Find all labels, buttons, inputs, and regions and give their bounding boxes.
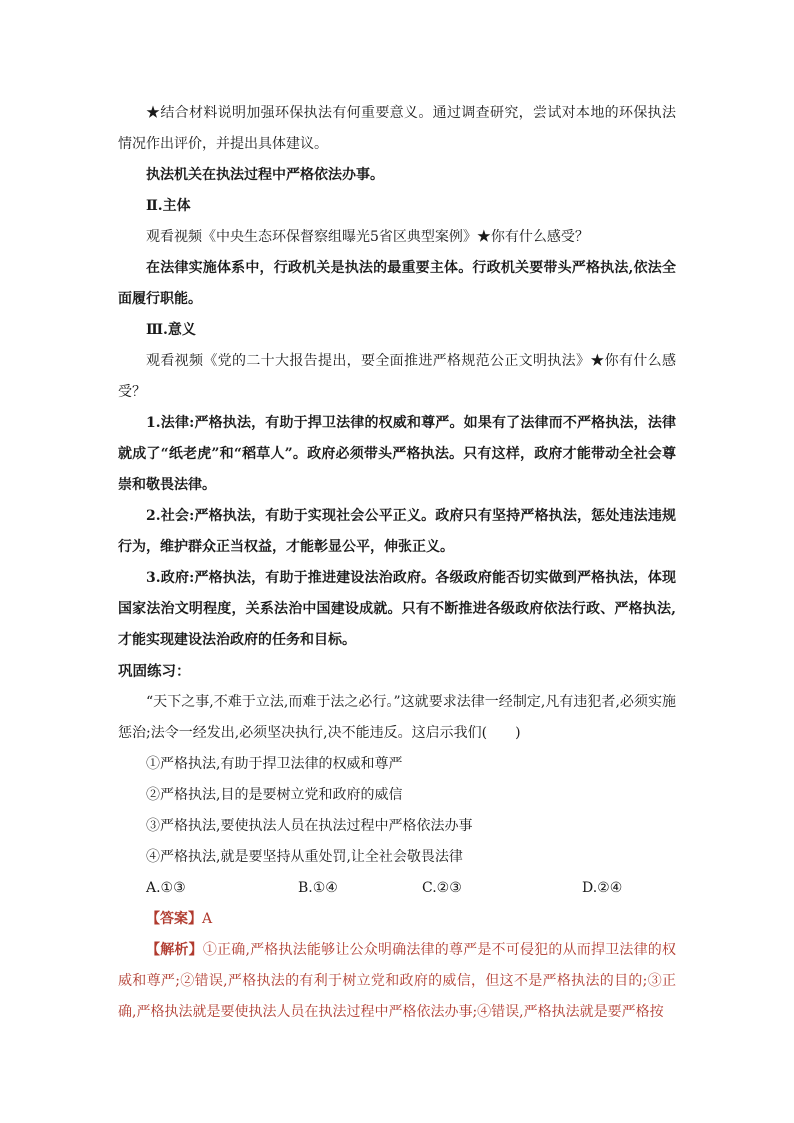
answer-line <box>118 904 676 935</box>
answer-choices <box>118 873 676 904</box>
practice-title: 巩固练习： <box>118 663 191 680</box>
option-item: ②严格执法,目的是要树立党和政府的威信 <box>146 787 403 803</box>
paragraph-law-enforcement: 执法机关在执法过程中严格依法办事。 <box>146 167 384 183</box>
paragraph-video-2: 观看视频《党的二十大报告提出，要全面推进严格规范公正文明执法》★你有什么感受？ <box>118 353 676 400</box>
choice-d: D.②④ <box>582 880 623 896</box>
choice-b: B.①④ <box>298 880 338 896</box>
answer-value: A <box>202 911 213 927</box>
paragraph-video-1: 观看视频《中央生态环保督察组曝光5省区典型案例》★你有什么感受？ <box>146 229 589 245</box>
paragraph-law: 1.法律:严格执法，有助于捍卫法律的权威和尊严。如果有了法律而不严格执法，法律就成了“纸老虎”和“稻草人”。政府必须带头严格执法。只有这样，政府才能带动全社会尊崇和敬畏法律。 <box>118 415 676 493</box>
choice-c: C.②③ <box>422 880 462 896</box>
choice-a: A.①③ <box>146 880 186 896</box>
section-title-significance: Ⅲ.意义 <box>146 322 196 338</box>
analysis-paragraph <box>118 935 676 1028</box>
option-item: ④严格执法,就是要坚持从重处罚,让全社会敬畏法律 <box>146 849 463 865</box>
option-item: ③严格执法,要使执法人员在执法过程中严格依法办事 <box>146 818 473 834</box>
section-title-subject: Ⅱ.主体 <box>146 198 191 214</box>
analysis-label: 【解析】 <box>146 942 203 958</box>
document-page <box>118 98 676 1028</box>
paragraph-government: 3.政府:严格执法，有助于推进建设法治政府。各级政府能否切实做到严格执法，体现国家法治文明程度，关系法治中国建设成就。只有不断推进各级政府依法行政、严格执法,才能实现建设法治政府的任务和目标。 <box>118 570 676 648</box>
answer-label: 【答案】 <box>146 911 202 927</box>
paragraph-task: ★结合材料说明加强环保执法有何重要意义。通过调查研究，尝试对本地的环保执法情况作出评价，并提出具体建议。 <box>118 105 676 152</box>
analysis-text: ①正确,严格执法能够让公众明确法律的尊严是不可侵犯的从而捍卫法律的权威和尊严;②错误,严格执法的有利于树立党和政府的威信，但这不是严格执法的目的;③正确,严格执法就是要使执法人员在执法过程中严格依法办事;④错误,严格执法就是要严格按 <box>118 942 677 1020</box>
paragraph-subject: 在法律实施体系中，行政机关是执法的最重要主体。行政机关要带头严格执法,依法全面履行职能。 <box>118 260 676 307</box>
paragraph-society: 2.社会:严格执法，有助于实现社会公平正义。政府只有坚持严格执法，惩处违法违规行为，维护群众正当权益，才能彰显公平，伸张正义。 <box>118 508 676 555</box>
question-stem: “天下之事,不难于立法,而难于法之必行。”这就要求法律一经制定,凡有违犯者,必须实施惩治;法令一经发出,必须坚决执行,决不能违反。这启示我们( ) <box>118 694 676 741</box>
option-item: ①严格执法,有助于捍卫法律的权威和尊严 <box>146 756 403 772</box>
